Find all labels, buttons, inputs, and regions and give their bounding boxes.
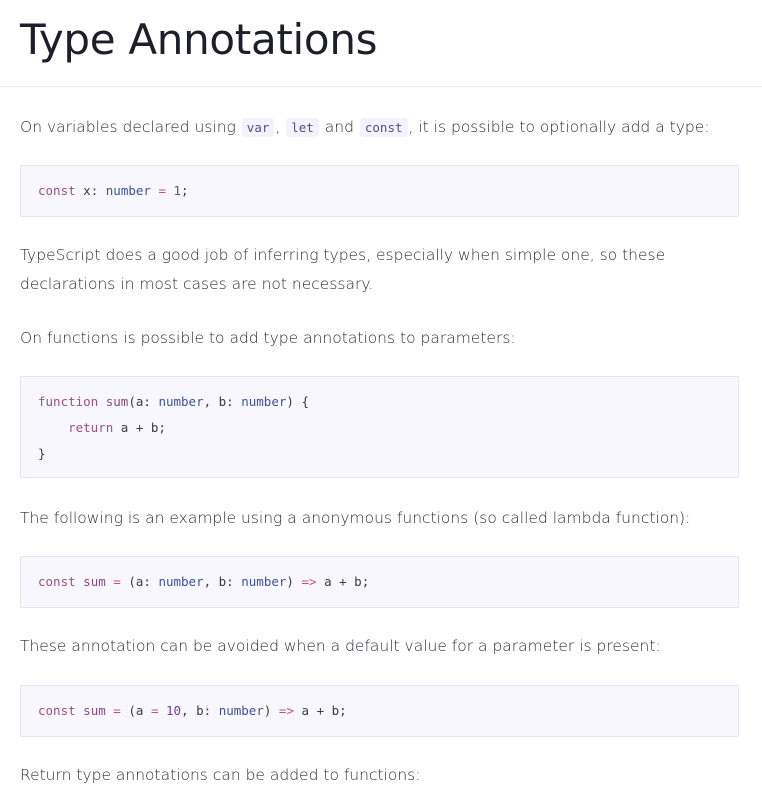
paragraph-return-type: Return type annotations can be added to functions: — [20, 766, 421, 784]
code-text: ; — [181, 183, 189, 198]
code-number: 1 — [173, 183, 182, 198]
code-text: ) — [286, 574, 294, 589]
code-text: ) — [263, 703, 272, 718]
code-block-function — [20, 376, 739, 478]
code-line — [38, 178, 721, 204]
code-line — [38, 569, 721, 595]
code-text: a + b; — [324, 574, 370, 589]
code-keyword: return — [68, 420, 114, 435]
code-line — [38, 389, 721, 415]
inline-code-var: var — [242, 118, 275, 137]
code-type: number — [218, 703, 264, 718]
code-text: , b: — [203, 394, 234, 409]
code-block-lambda — [20, 556, 739, 608]
page-header — [0, 0, 762, 87]
text: and — [324, 118, 354, 136]
code-operator: => — [301, 574, 317, 589]
code-text: (a: — [128, 574, 151, 589]
paragraph-lambda: The following is an example using a anonymous functions (so called lambda function): — [20, 509, 691, 527]
code-type: number — [241, 574, 287, 589]
code-operator: = — [150, 703, 159, 718]
code-text: } — [38, 446, 46, 461]
paragraph-variables — [20, 113, 740, 142]
paragraph-functions: On functions is possible to add type annotations to parameters: — [20, 329, 516, 347]
code-function-name: sum — [83, 574, 106, 589]
code-number: 10 — [166, 703, 182, 718]
code-text: , b: — [181, 703, 212, 718]
paragraph-default-value: These annotation can be avoided when a default value for a parameter is present: — [20, 637, 661, 655]
code-operator: => — [278, 703, 294, 718]
code-text: a + b; — [301, 703, 347, 718]
code-function-name: sum — [83, 703, 106, 718]
code-keyword: const — [38, 183, 76, 198]
text: , — [275, 118, 281, 136]
code-text: (a: — [128, 394, 151, 409]
paragraph-inference: TypeScript does a good job of inferring types, especially when simple one, so these declarations in most cases are not necessary. — [20, 246, 666, 293]
code-block-variable — [20, 165, 739, 217]
code-text: ) { — [286, 394, 309, 409]
code-type: number — [158, 574, 204, 589]
inline-code-const: const — [360, 118, 408, 137]
page-title: Type Annotations — [20, 15, 378, 64]
code-keyword: const — [38, 703, 76, 718]
code-operator: = — [113, 703, 121, 718]
code-type: number — [105, 183, 151, 198]
code-line — [38, 698, 721, 724]
code-line — [38, 415, 721, 441]
code-type: number — [241, 394, 287, 409]
code-type: number — [158, 394, 204, 409]
inline-code-let: let — [286, 118, 319, 137]
text: On variables declared using — [20, 118, 236, 136]
code-name: x: — [83, 183, 99, 198]
text: , it is possible to optionally add a type: — [408, 118, 710, 136]
code-line — [38, 441, 721, 467]
code-block-default — [20, 685, 739, 737]
code-keyword: const — [38, 574, 76, 589]
code-text: (a — [128, 703, 144, 718]
code-keyword: function — [38, 394, 99, 409]
code-operator: = — [113, 574, 121, 589]
code-text: , b: — [203, 574, 234, 589]
code-text: a + b; — [120, 420, 166, 435]
code-function-name: sum — [105, 394, 129, 409]
code-operator: = — [158, 183, 166, 198]
